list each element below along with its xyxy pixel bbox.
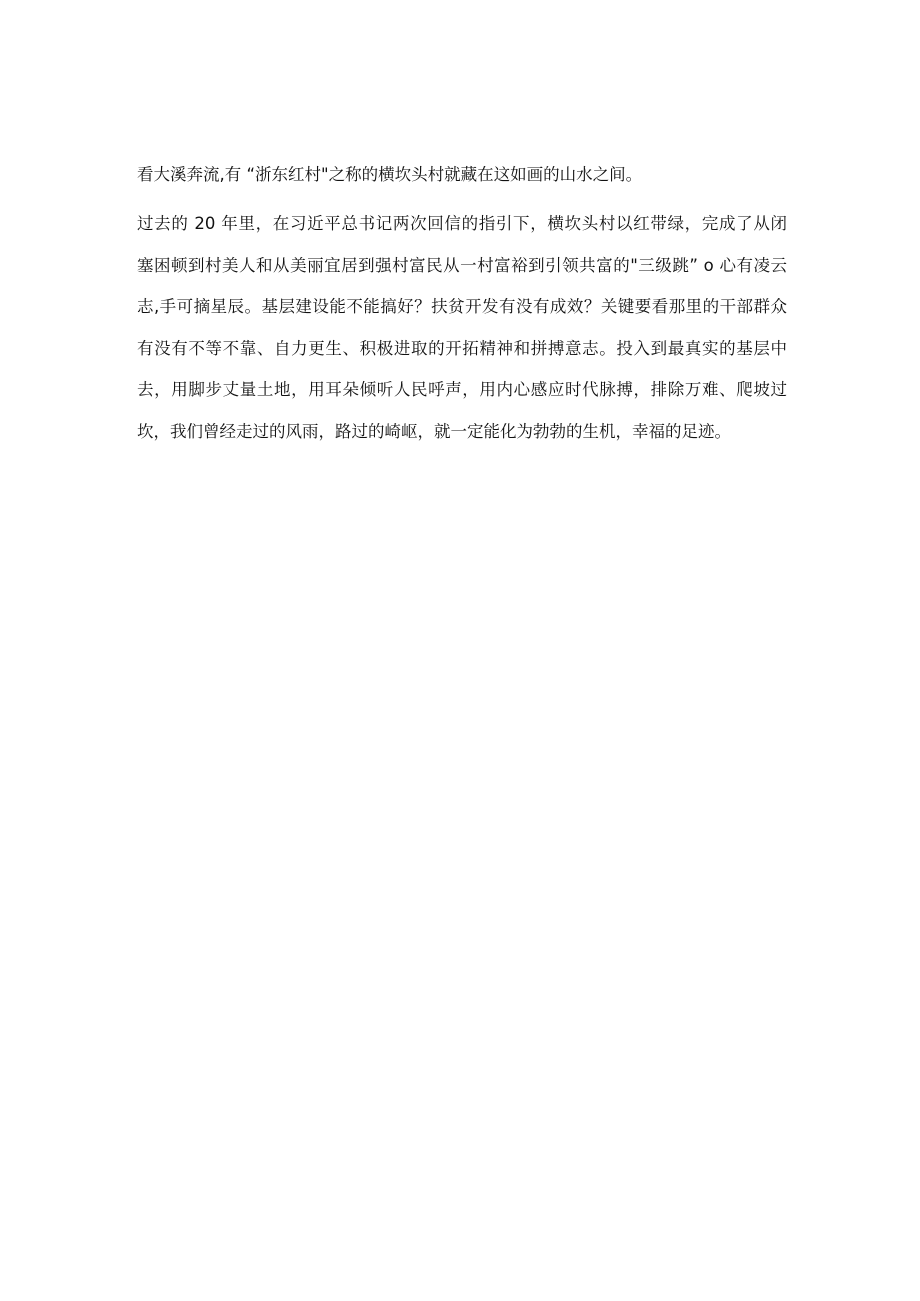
paragraph-line: 去，用脚步丈量土地，用耳朵倾听人民呼声，用内心感应时代脉搏，排除万难、爬坡过 bbox=[137, 380, 787, 399]
paragraph-line: 有没有不等不靠、自力更生、积极进取的开拓精神和拼搏意志。投入到最真实的基层中 bbox=[137, 338, 787, 358]
paragraph-line: 坎，我们曾经走过的风雨，路过的崎岖，就一定能化为勃勃的生机，幸福的足迹。 bbox=[137, 421, 731, 441]
paragraph-line: 过去的 20 年里，在习近平总书记两次回信的指引下，横坎头村以红带绿，完成了从闭 bbox=[137, 214, 787, 233]
main-paragraph bbox=[137, 203, 787, 452]
paragraph-line: 志,手可摘星辰。基层建设能不能搞好？扶贫开发有没有成效？关键要看那里的干部群众 bbox=[137, 297, 787, 316]
paragraph-line: 塞困顿到村美人和从美丽宜居到强村富民从一村富裕到引领共富的"三级跳” o 心有凌云 bbox=[137, 255, 787, 275]
intro-paragraph: 看大溪奔流,有 “浙东红村"之称的横坎头村就藏在这如画的山水之间。 bbox=[137, 165, 643, 184]
document-body bbox=[137, 158, 787, 452]
